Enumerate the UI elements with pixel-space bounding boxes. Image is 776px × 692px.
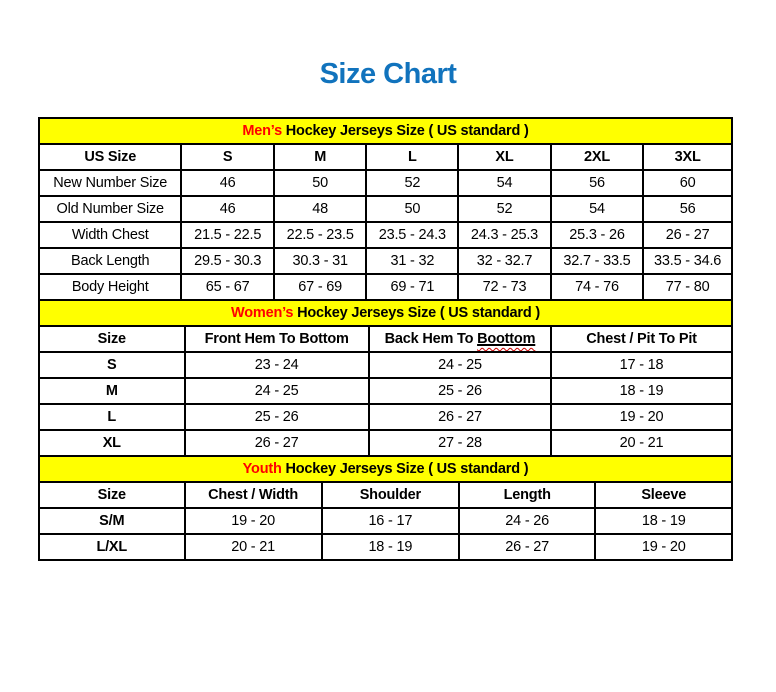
value-cell: 46 [181,196,274,222]
row-label-back-length: Back Length [39,248,181,274]
value-cell: 19 - 20 [551,404,732,430]
mens-caption-row [39,118,732,144]
value-cell: 52 [366,170,458,196]
mens-header-row [39,144,732,170]
value-cell: 54 [551,196,644,222]
value-cell: 56 [643,196,732,222]
womens-caption-rest: Hockey Jerseys Size ( US standard ) [293,305,540,321]
misspelled-underline [477,331,535,347]
womens-size-table [38,299,733,457]
column-header-shoulder: Shoulder [322,482,459,508]
value-cell: 65 - 67 [181,274,274,300]
column-header-3xl: 3XL [643,144,732,170]
column-header-m: M [274,144,367,170]
table-row [39,170,732,196]
value-cell: 25 - 26 [185,404,369,430]
row-label-m: M [39,378,185,404]
row-label-old-number-size: Old Number Size [39,196,181,222]
youth-caption-highlight: Youth [242,461,282,477]
value-cell: 56 [551,170,644,196]
value-cell: 27 - 28 [369,430,551,456]
value-cell: 60 [643,170,732,196]
column-header-xl: XL [458,144,551,170]
column-header-length: Length [459,482,596,508]
table-row [39,222,732,248]
column-header-chest-pit: Chest / Pit To Pit [551,326,732,352]
mens-caption-rest: Hockey Jerseys Size ( US standard ) [281,123,529,139]
youth-caption-rest: Hockey Jerseys Size ( US standard ) [281,461,529,477]
value-cell: 22.5 - 23.5 [274,222,367,248]
value-cell: 26 - 27 [185,430,369,456]
mens-size-table [38,117,733,301]
youth-size-table [38,455,733,561]
value-cell: 21.5 - 22.5 [181,222,274,248]
row-label-s: S [39,352,185,378]
row-label-width-chest: Width Chest [39,222,181,248]
row-label-new-number-size: New Number Size [39,170,181,196]
table-row [39,274,732,300]
value-cell: 19 - 20 [185,508,322,534]
value-cell: 24 - 25 [369,352,551,378]
value-cell: 18 - 19 [595,508,732,534]
value-cell: 50 [366,196,458,222]
value-cell: 46 [181,170,274,196]
value-cell: 72 - 73 [458,274,551,300]
youth-caption-row [39,456,732,482]
value-cell: 77 - 80 [643,274,732,300]
value-cell: 23 - 24 [185,352,369,378]
value-cell: 18 - 19 [322,534,459,560]
value-cell: 67 - 69 [274,274,367,300]
value-cell: 50 [274,170,367,196]
womens-caption-row [39,300,732,326]
row-label-body-height: Body Height [39,274,181,300]
row-label-sm: S/M [39,508,185,534]
misspelled-word: Boottom [477,331,536,347]
value-cell: 26 - 27 [459,534,596,560]
value-cell: 69 - 71 [366,274,458,300]
value-cell: 19 - 20 [595,534,732,560]
mens-caption-highlight: Men’s [242,123,282,139]
youth-table-caption [39,456,732,482]
value-cell: 33.5 - 34.6 [643,248,732,274]
value-cell: 48 [274,196,367,222]
column-header-s: S [181,144,274,170]
womens-header-row [39,326,732,352]
womens-table-caption [39,300,732,326]
table-row [39,508,732,534]
value-cell: 54 [458,170,551,196]
value-cell: 20 - 21 [551,430,732,456]
tables-container [38,117,733,561]
column-header-2xl: 2XL [551,144,644,170]
value-cell: 29.5 - 30.3 [181,248,274,274]
value-cell: 25 - 26 [369,378,551,404]
table-row [39,378,732,404]
table-row [39,196,732,222]
value-cell: 25.3 - 26 [551,222,644,248]
column-header-sleeve: Sleeve [595,482,732,508]
value-cell: 17 - 18 [551,352,732,378]
value-cell: 16 - 17 [322,508,459,534]
column-header-size: Size [39,482,185,508]
value-cell: 20 - 21 [185,534,322,560]
value-cell: 24.3 - 25.3 [458,222,551,248]
value-cell: 52 [458,196,551,222]
womens-caption-highlight: Women’s [231,305,294,321]
page-title: Size Chart [319,58,457,90]
column-header-size: Size [39,326,185,352]
value-cell: 32 - 32.7 [458,248,551,274]
value-cell: 24 - 26 [459,508,596,534]
back-hem-prefix: Back Hem To [384,331,478,347]
table-row [39,404,732,430]
value-cell: 18 - 19 [551,378,732,404]
row-label-l: L [39,404,185,430]
youth-header-row [39,482,732,508]
value-cell: 32.7 - 33.5 [551,248,644,274]
column-header-l: L [366,144,458,170]
value-cell: 30.3 - 31 [274,248,367,274]
table-row [39,352,732,378]
column-header-front-hem: Front Hem To Bottom [185,326,369,352]
column-header-back-hem [369,326,551,352]
value-cell: 26 - 27 [369,404,551,430]
value-cell: 31 - 32 [366,248,458,274]
table-row [39,534,732,560]
value-cell: 24 - 25 [185,378,369,404]
row-label-lxl: L/XL [39,534,185,560]
mens-table-caption [39,118,732,144]
value-cell: 26 - 27 [643,222,732,248]
value-cell: 23.5 - 24.3 [366,222,458,248]
row-label-xl: XL [39,430,185,456]
column-header-chest-width: Chest / Width [185,482,322,508]
value-cell: 74 - 76 [551,274,644,300]
table-row [39,430,732,456]
column-header-us-size: US Size [39,144,181,170]
table-row [39,248,732,274]
